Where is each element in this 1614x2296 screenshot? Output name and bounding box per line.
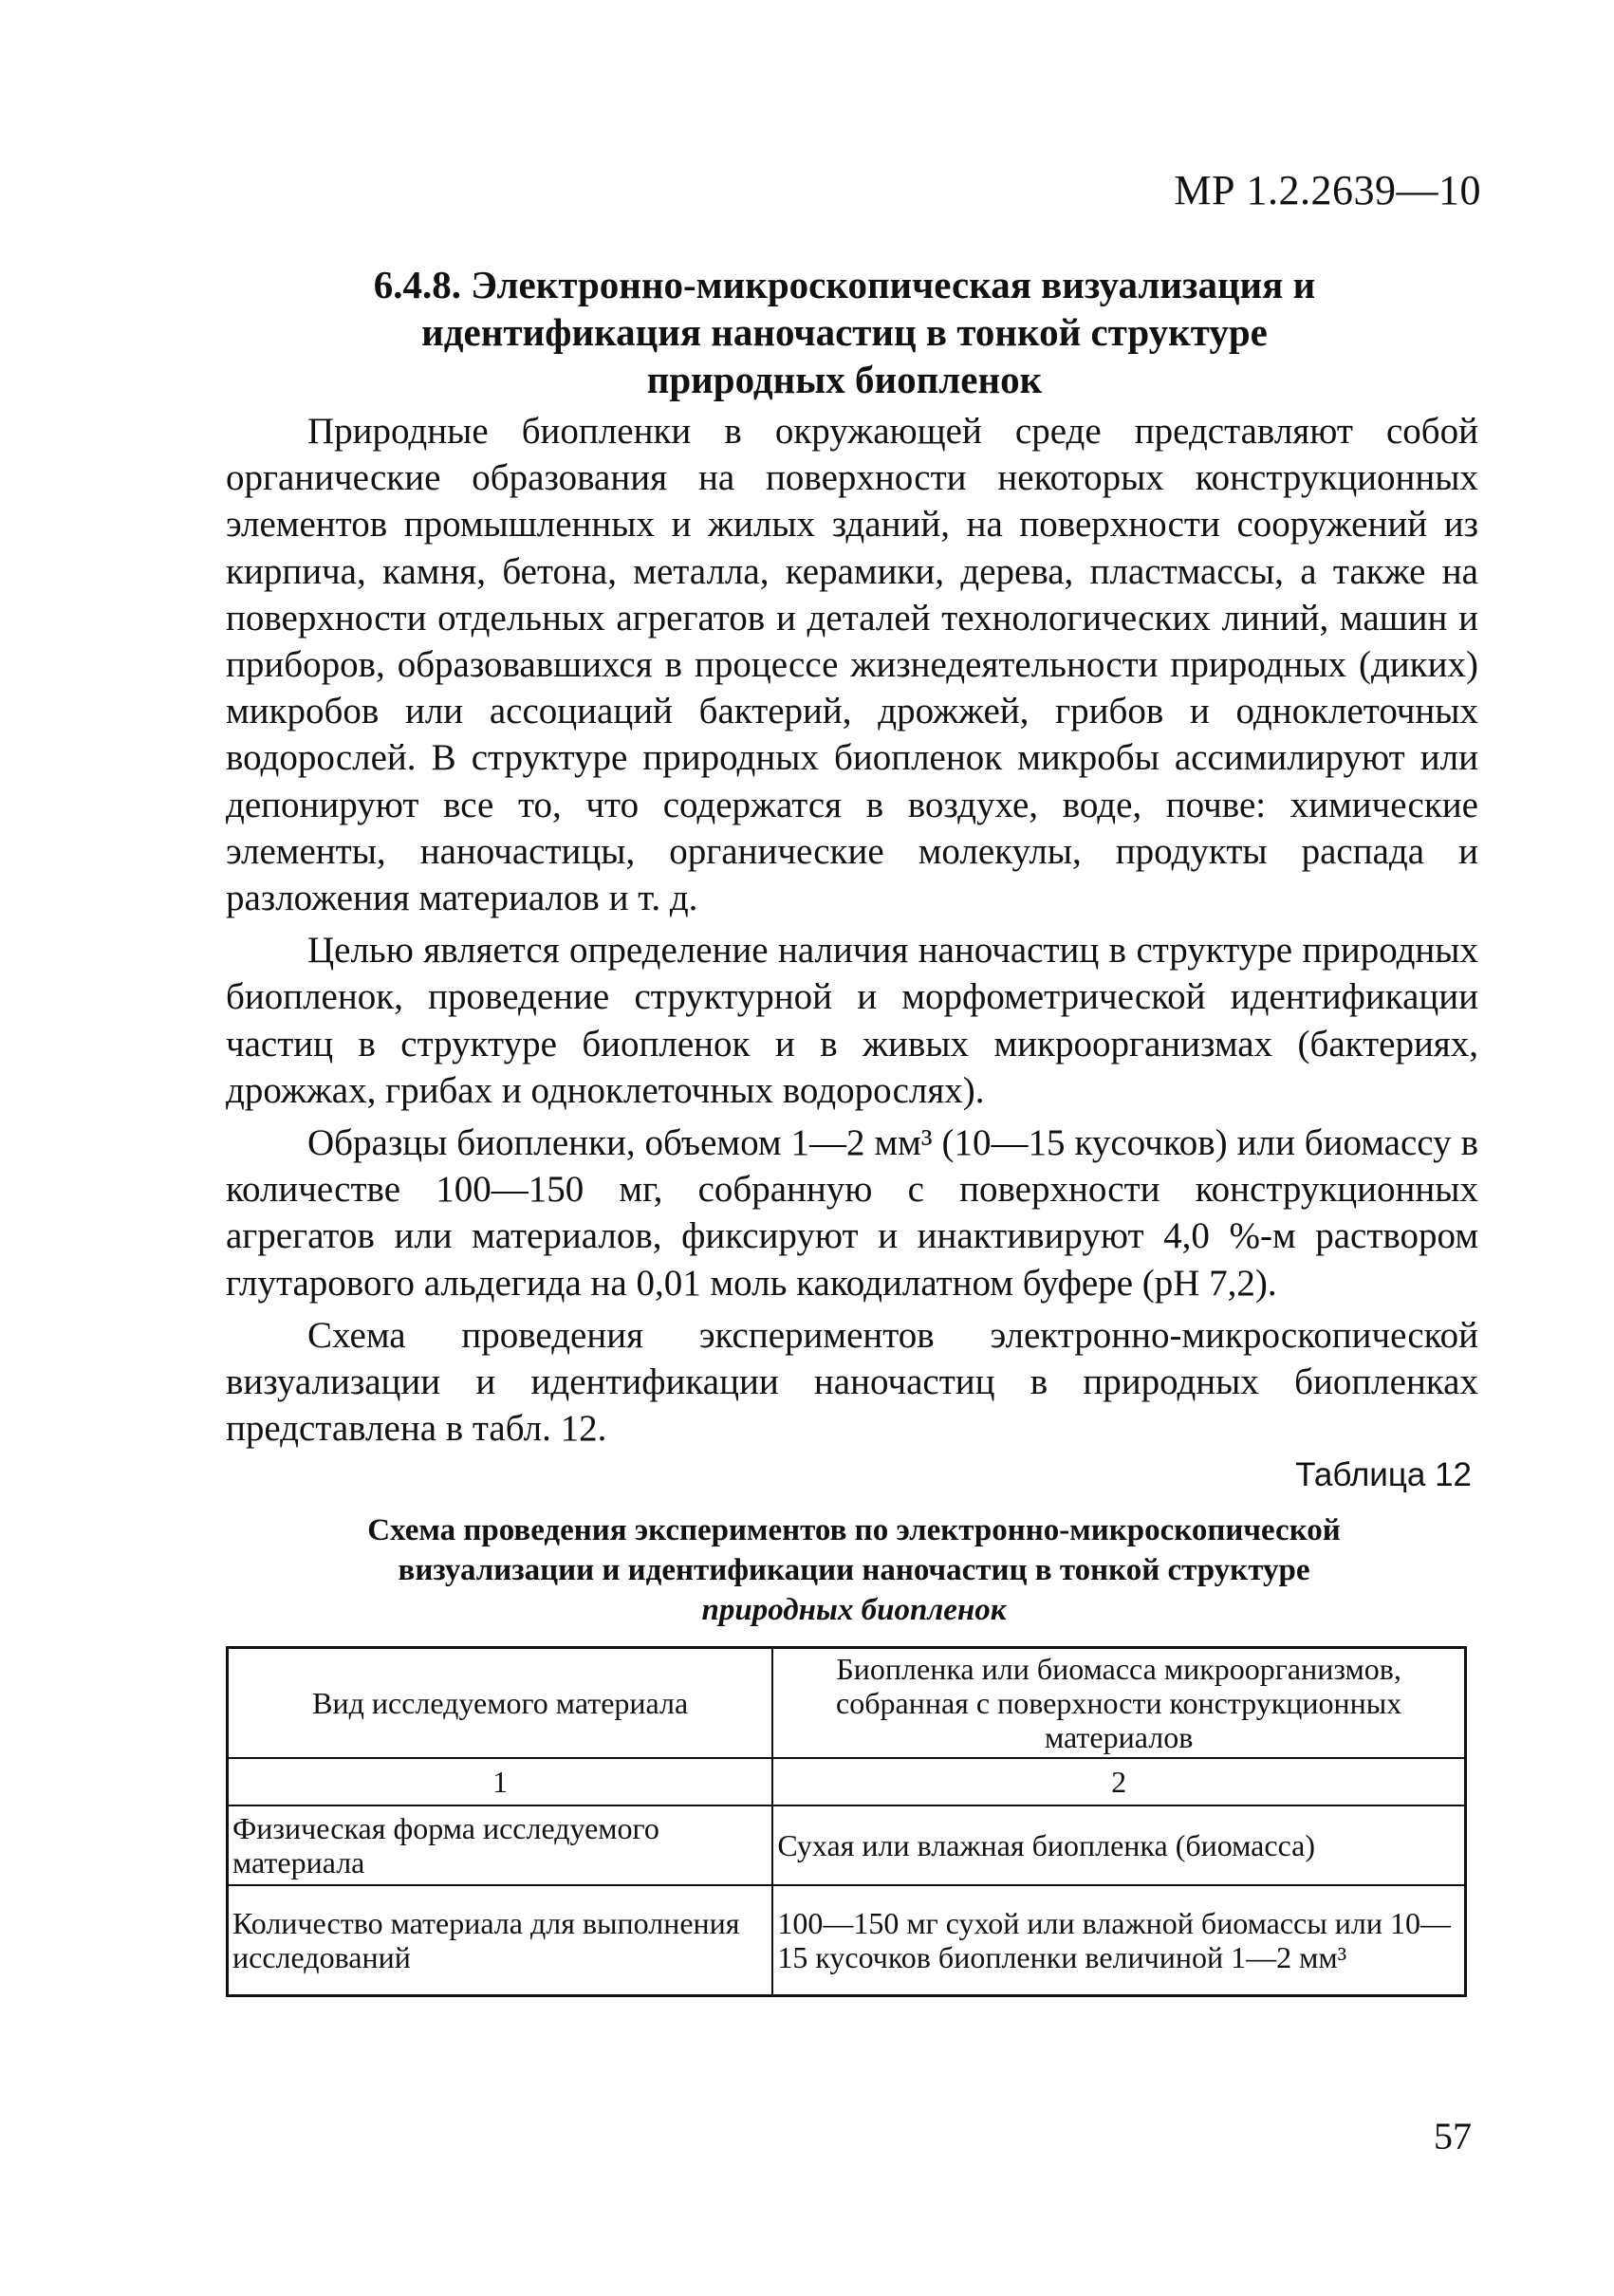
table-title-line: Схема проведения экспериментов по электронно-микроскопической: [367, 1513, 1341, 1547]
table-column-numbers-row: [228, 1758, 1466, 1805]
table-header-cell: Вид исследуемого материала: [228, 1648, 773, 1759]
section-title: [228, 261, 1461, 403]
scheme-table: [226, 1646, 1467, 1997]
table-title-line: визуализации и идентификации наночастиц в тонкой структуре: [398, 1553, 1310, 1587]
table-header-row: [228, 1648, 1466, 1759]
table-title: [228, 1510, 1480, 1630]
section-title-line: 6.4.8. Электронно-микроскопическая визуализация и: [373, 263, 1316, 306]
table-title-line: природных биопленок: [701, 1593, 1007, 1627]
paragraph: Образцы биопленки, объемом 1—2 мм³ (10—15 кусочков) или биомассу в количестве 100—150 мг, собранную с поверхности конструкционных агрегатов или материалов, фиксируют и инактивируют 4,0 %-м раствором глутарового альдегида на 0,01 моль какодилатном буфере (pH 7,2).: [226, 1122, 1478, 1304]
paragraph: Целью является определение наличия наночастиц в структуре природных биопленок, проведение структурной и морфометрической идентификации частиц в структуре биопленок и в живых микроорганизмах (бактериях, дрожжах, грибах и одноклеточных водорослях).: [226, 930, 1478, 1111]
column-number-cell: 1: [228, 1758, 773, 1805]
paragraph: Схема проведения экспериментов электронно-микроскопической визуализации и идентификации наночастиц в природных биопленках представлена в табл. 12.: [226, 1314, 1478, 1450]
table-row: [228, 1805, 1466, 1885]
paragraph: Природные биопленки в окружающей среде представляют собой органические образования на поверхности некоторых конструкционных элементов промышленных и жилых зданий, на поверхности сооружений из кирпича, камня, бетона, металла, керамики, дерева, пластмассы, а также на поверхности отдельных агрегатов и деталей технологических линий, машин и приборов, образовавшихся в процессе жизнедеятельности природных (диких) микробов или ассоциаций бактерий, дрожжей, грибов и одноклеточных водорослей. В структуре природных биопленок микробы ассимилируют или депонируют все то, что содержатся в воздухе, воде, почве: химические элементы, наночастицы, органические молекулы, продукты распада и разложения материалов и т. д.: [226, 411, 1478, 919]
table-cell: Физическая форма исследуемого материала: [228, 1805, 773, 1885]
table-cell: 100—150 мг сухой или влажной биомассы или 10—15 кусочков биопленки величиной 1—2 мм³: [772, 1885, 1465, 1996]
table-row: [228, 1885, 1466, 1996]
body-text: [226, 408, 1478, 1457]
table-cell: Сухая или влажная биопленка (биомасса): [772, 1805, 1465, 1885]
section-title-line: природных биопленок: [646, 358, 1043, 401]
column-number-cell: 2: [772, 1758, 1465, 1805]
table-caption: Таблица 12: [1295, 1456, 1472, 1493]
page-number: 57: [1434, 2115, 1472, 2157]
document-code: МР 1.2.2639—10: [1174, 167, 1481, 213]
table-cell: Количество материала для выполнения исследований: [228, 1885, 773, 1996]
table-header-cell: Биопленка или биомасса микроорганизмов, собранная с поверхности конструкционных материалов: [772, 1648, 1465, 1759]
section-title-line: идентификация наночастиц в тонкой структуре: [421, 310, 1268, 354]
